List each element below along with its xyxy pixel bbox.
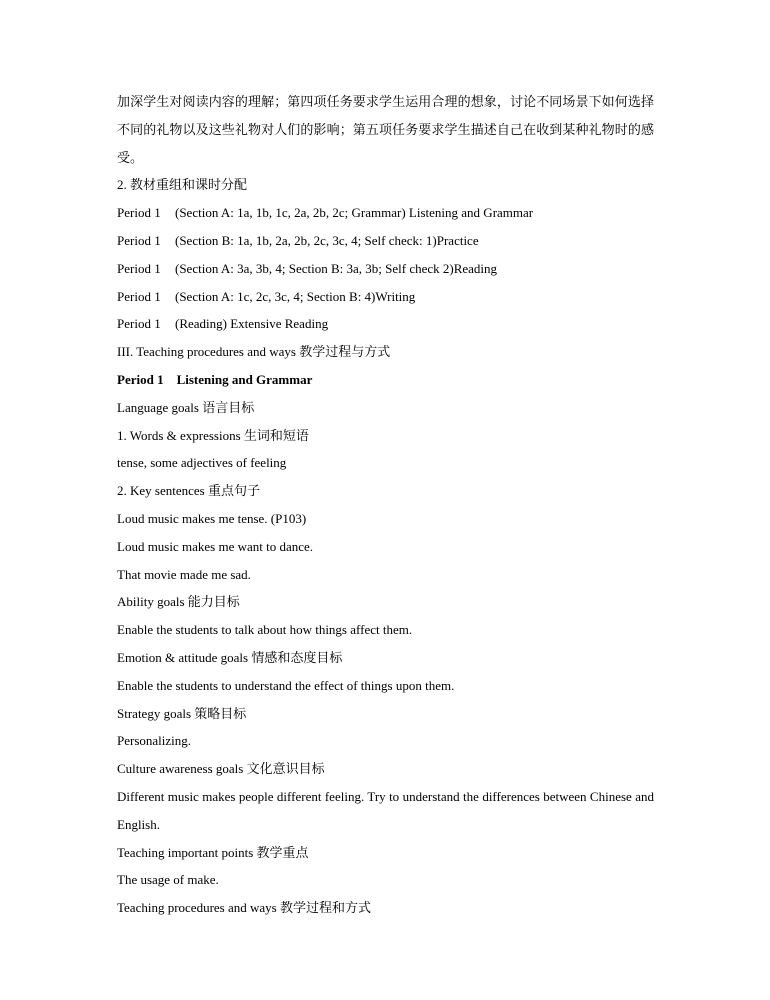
period-row: [117, 255, 654, 283]
language-goals-heading: Language goals 语言目标: [117, 399, 255, 415]
words-heading: 1. Words & expressions 生词和短语: [117, 427, 309, 443]
key-sentence: Loud music makes me want to dance.: [117, 538, 314, 554]
words-text: tense, some adjectives of feeling: [117, 455, 287, 471]
period-row: [117, 283, 654, 311]
period-row: [117, 310, 654, 338]
section3-heading: III. Teaching procedures and ways 教学过程与方式: [117, 344, 391, 360]
key-sentence: That movie made me sad.: [117, 566, 251, 582]
period-label: Period 1: [117, 316, 161, 332]
period-text: (Section A: 1a, 1b, 1c, 2a, 2b, 2c; Grammar) Listening and Grammar: [175, 205, 534, 221]
important-points-heading: Teaching important points 教学重点: [117, 844, 309, 860]
strategy-text: Personalizing.: [117, 733, 192, 749]
period-text: (Section A: 1c, 2c, 3c, 4; Section B: 4)Writing: [175, 288, 416, 304]
period1-heading: Period 1 Listening and Grammar: [117, 371, 313, 387]
period-row: [117, 199, 654, 227]
culture-text: Different music makes people different feeling. Try to understand the differences between Chinese and English.: [117, 788, 654, 832]
intro-paragraph: 加深学生对阅读内容的理解；第四项任务要求学生运用合理的想象，讨论不同场景下如何选择不同的礼物以及这些礼物对人们的影响；第五项任务要求学生描述自己在收到某种礼物时的感受。: [117, 94, 654, 165]
strategy-goals-heading: Strategy goals 策略目标: [117, 705, 247, 721]
period-label: Period 1: [117, 288, 161, 304]
section2-heading: 2. 教材重组和课时分配: [117, 177, 248, 193]
period-label: Period 1: [117, 232, 161, 248]
important-text: The usage of make.: [117, 872, 219, 888]
period-label: Period 1: [117, 260, 161, 276]
procedures-heading: Teaching procedures and ways 教学过程和方式: [117, 900, 371, 916]
culture-goals-heading: Culture awareness goals 文化意识目标: [117, 761, 325, 777]
key-sentence: Loud music makes me tense. (P103): [117, 510, 307, 526]
period-text: (Reading) Extensive Reading: [175, 316, 329, 332]
ability-text: Enable the students to talk about how things affect them.: [117, 622, 413, 638]
ability-goals-heading: Ability goals 能力目标: [117, 594, 240, 610]
key-sentences-heading: 2. Key sentences 重点句子: [117, 483, 260, 499]
emotion-text: Enable the students to understand the effect of things upon them.: [117, 677, 455, 693]
period-label: Period 1: [117, 205, 161, 221]
period-text: (Section B: 1a, 1b, 2a, 2b, 2c, 3c, 4; Self check: 1)Practice: [175, 232, 479, 248]
emotion-goals-heading: Emotion & attitude goals 情感和态度目标: [117, 649, 343, 665]
period-text: (Section A: 3a, 3b, 4; Section B: 3a, 3b; Self check 2)Reading: [175, 260, 498, 276]
document-page: [117, 88, 654, 922]
period-row: [117, 227, 654, 255]
